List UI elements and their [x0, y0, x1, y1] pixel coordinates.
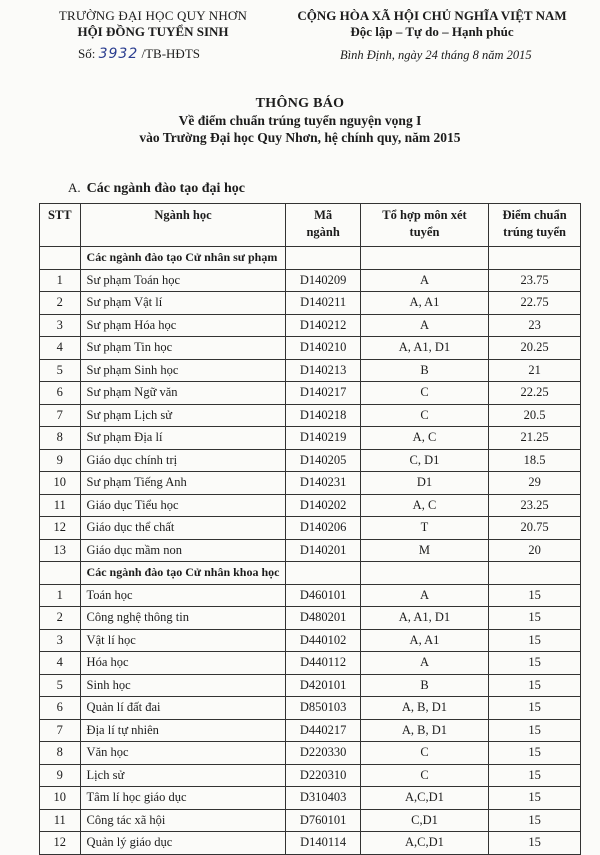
row-stt: 10 [40, 787, 81, 810]
score-table [39, 203, 581, 855]
row-cutoff-score: 22.75 [489, 292, 581, 315]
group-label-science: Các ngành đào tạo Cử nhân khoa học [80, 562, 286, 585]
row-major-code: D850103 [286, 697, 360, 720]
handwritten-number: 3932 [98, 46, 139, 62]
group-row-science [40, 562, 581, 585]
row-stt: 10 [40, 472, 81, 495]
row-major-code: D140209 [286, 269, 360, 292]
row-stt: 4 [40, 652, 81, 675]
row-major-code: D480201 [286, 607, 360, 630]
row-stt: 13 [40, 539, 81, 562]
announcement-title [0, 95, 600, 146]
admissions-council: HỘI ĐỒNG TUYỂN SINH [77, 24, 229, 39]
row-cutoff-score: 23.75 [489, 269, 581, 292]
table-row [40, 539, 581, 562]
title-heading: THÔNG BÁO [255, 96, 345, 111]
row-cutoff-score: 15 [489, 832, 581, 855]
table-row [40, 742, 581, 765]
row-major-name: Sư phạm Địa lí [80, 427, 286, 450]
row-major-code: D220310 [286, 764, 360, 787]
table-row [40, 382, 581, 405]
row-stt: 1 [40, 269, 81, 292]
row-cutoff-score: 15 [489, 764, 581, 787]
table-row [40, 337, 581, 360]
row-major-name: Quản lý giáo dục [80, 832, 286, 855]
row-major-name: Công nghệ thông tin [80, 607, 286, 630]
row-stt: 6 [40, 382, 81, 405]
table-row [40, 449, 581, 472]
row-major-name: Sinh học [80, 674, 286, 697]
row-major-name: Sư phạm Ngữ văn [80, 382, 286, 405]
table-row [40, 629, 581, 652]
table-row [40, 269, 581, 292]
row-cutoff-score: 20.75 [489, 517, 581, 540]
row-stt: 4 [40, 337, 81, 360]
row-stt: 7 [40, 404, 81, 427]
row-subject-combo: A [360, 269, 488, 292]
table-row [40, 697, 581, 720]
row-cutoff-score: 15 [489, 674, 581, 697]
row-subject-combo: A [360, 314, 488, 337]
row-major-name: Sư phạm Tin học [80, 337, 286, 360]
row-major-code: D140202 [286, 494, 360, 517]
row-major-code: D140206 [286, 517, 360, 540]
section-heading [68, 180, 245, 197]
group-row-pedagogy [40, 247, 581, 270]
row-cutoff-score: 20 [489, 539, 581, 562]
table-row [40, 674, 581, 697]
table-row [40, 292, 581, 315]
row-stt: 12 [40, 832, 81, 855]
row-major-code: D140213 [286, 359, 360, 382]
row-subject-combo: A,C,D1 [360, 787, 488, 810]
row-major-code: D140218 [286, 404, 360, 427]
row-major-name: Công tác xã hội [80, 809, 286, 832]
row-subject-combo: A, C [360, 427, 488, 450]
row-subject-combo: A, B, D1 [360, 697, 488, 720]
row-major-name: Giáo dục chính trị [80, 449, 286, 472]
table-row [40, 719, 581, 742]
section-title: Các ngành đào tạo đại học [86, 181, 245, 196]
row-major-code: D440217 [286, 719, 360, 742]
row-major-code: D140231 [286, 472, 360, 495]
table-row [40, 809, 581, 832]
row-subject-combo: C,D1 [360, 809, 488, 832]
date-line: Bình Định, ngày 24 tháng 8 năm 2015 [340, 48, 532, 62]
row-subject-combo: A [360, 652, 488, 675]
row-subject-combo: A, A1 [360, 629, 488, 652]
national-motto-block [262, 8, 600, 40]
row-subject-combo: B [360, 359, 488, 382]
row-cutoff-score: 22.25 [489, 382, 581, 405]
row-cutoff-score: 18.5 [489, 449, 581, 472]
row-cutoff-score: 23 [489, 314, 581, 337]
row-stt: 1 [40, 584, 81, 607]
so-suffix: /TB-HĐTS [141, 46, 200, 61]
row-subject-combo: C [360, 742, 488, 765]
row-cutoff-score: 15 [489, 652, 581, 675]
row-major-name: Lịch sử [80, 764, 286, 787]
row-major-name: Sư phạm Sinh học [80, 359, 286, 382]
row-cutoff-score: 15 [489, 607, 581, 630]
row-major-code: D140114 [286, 832, 360, 855]
row-major-name: Quản lí đất đai [80, 697, 286, 720]
issuer-block [38, 8, 268, 40]
row-major-code: D760101 [286, 809, 360, 832]
row-subject-combo: A, C [360, 494, 488, 517]
group-label-pedagogy: Các ngành đào tạo Cử nhân sư phạm [80, 247, 286, 270]
header-combo: Tổ hợp môn xét tuyển [360, 204, 488, 247]
table-row [40, 764, 581, 787]
row-stt: 5 [40, 674, 81, 697]
row-major-code: D420101 [286, 674, 360, 697]
row-stt: 3 [40, 314, 81, 337]
row-subject-combo: A [360, 584, 488, 607]
row-major-name: Vật lí học [80, 629, 286, 652]
row-cutoff-score: 21.25 [489, 427, 581, 450]
table-row [40, 607, 581, 630]
row-stt: 2 [40, 292, 81, 315]
row-major-name: Giáo dục thể chất [80, 517, 286, 540]
row-major-code: D140219 [286, 427, 360, 450]
row-stt: 11 [40, 809, 81, 832]
table-row [40, 832, 581, 855]
row-major-name: Hóa học [80, 652, 286, 675]
row-subject-combo: C [360, 404, 488, 427]
header-score: Điểm chuẩn trúng tuyển [489, 204, 581, 247]
row-subject-combo: C, D1 [360, 449, 488, 472]
row-stt: 8 [40, 742, 81, 765]
row-stt: 12 [40, 517, 81, 540]
row-cutoff-score: 15 [489, 787, 581, 810]
row-major-code: D140217 [286, 382, 360, 405]
row-major-name: Giáo dục mầm non [80, 539, 286, 562]
header-code: Mã ngành [286, 204, 360, 247]
row-subject-combo: A, A1 [360, 292, 488, 315]
row-major-name: Địa lí tự nhiên [80, 719, 286, 742]
row-stt: 3 [40, 629, 81, 652]
section-letter: A. [68, 180, 81, 195]
header-name: Ngành học [80, 204, 286, 247]
row-subject-combo: A, A1, D1 [360, 607, 488, 630]
row-cutoff-score: 15 [489, 697, 581, 720]
row-major-name: Giáo dục Tiểu học [80, 494, 286, 517]
row-subject-combo: T [360, 517, 488, 540]
row-subject-combo: C [360, 382, 488, 405]
document-number [78, 46, 200, 62]
row-cutoff-score: 20.5 [489, 404, 581, 427]
row-cutoff-score: 15 [489, 629, 581, 652]
row-major-code: D140205 [286, 449, 360, 472]
motto: Độc lập – Tự do – Hạnh phúc [350, 24, 514, 39]
row-major-code: D140211 [286, 292, 360, 315]
row-stt: 5 [40, 359, 81, 382]
row-major-name: Sư phạm Hóa học [80, 314, 286, 337]
row-cutoff-score: 15 [489, 742, 581, 765]
row-major-name: Sư phạm Toán học [80, 269, 286, 292]
row-subject-combo: A, A1, D1 [360, 337, 488, 360]
row-major-code: D140201 [286, 539, 360, 562]
table-row [40, 494, 581, 517]
row-cutoff-score: 29 [489, 472, 581, 495]
row-major-code: D460101 [286, 584, 360, 607]
row-major-code: D220330 [286, 742, 360, 765]
row-major-name: Tâm lí học giáo dục [80, 787, 286, 810]
so-label: Số: [78, 46, 96, 61]
table-row [40, 314, 581, 337]
row-major-name: Sư phạm Lịch sử [80, 404, 286, 427]
country-name: CỘNG HÒA XÃ HỘI CHỦ NGHĨA VIỆT NAM [297, 8, 567, 23]
row-stt: 7 [40, 719, 81, 742]
row-major-code: D440102 [286, 629, 360, 652]
table-row [40, 517, 581, 540]
table-row [40, 584, 581, 607]
row-stt: 9 [40, 764, 81, 787]
table-header-row [40, 204, 581, 247]
row-major-name: Văn học [80, 742, 286, 765]
row-subject-combo: M [360, 539, 488, 562]
title-subline-2: vào Trường Đại học Quy Nhơn, hệ chính quy, năm 2015 [139, 130, 461, 145]
table-row [40, 359, 581, 382]
row-major-code: D310403 [286, 787, 360, 810]
row-cutoff-score: 15 [489, 809, 581, 832]
row-major-name: Toán học [80, 584, 286, 607]
row-cutoff-score: 21 [489, 359, 581, 382]
row-stt: 6 [40, 697, 81, 720]
row-cutoff-score: 20.25 [489, 337, 581, 360]
row-subject-combo: C [360, 764, 488, 787]
row-major-name: Sư phạm Vật lí [80, 292, 286, 315]
university-name: TRƯỜNG ĐẠI HỌC QUY NHƠN [58, 8, 248, 23]
row-subject-combo: A, B, D1 [360, 719, 488, 742]
row-cutoff-score: 15 [489, 584, 581, 607]
row-subject-combo: D1 [360, 472, 488, 495]
row-cutoff-score: 15 [489, 719, 581, 742]
table-row [40, 472, 581, 495]
row-stt: 11 [40, 494, 81, 517]
row-major-code: D440112 [286, 652, 360, 675]
row-subject-combo: A,C,D1 [360, 832, 488, 855]
row-stt: 2 [40, 607, 81, 630]
header-stt: STT [40, 204, 81, 247]
row-cutoff-score: 23.25 [489, 494, 581, 517]
row-stt: 9 [40, 449, 81, 472]
table-row [40, 427, 581, 450]
table-row [40, 404, 581, 427]
title-subline-1: Về điểm chuẩn trúng tuyển nguyện vọng I [178, 113, 422, 128]
table-row [40, 652, 581, 675]
row-major-code: D140212 [286, 314, 360, 337]
row-major-code: D140210 [286, 337, 360, 360]
row-subject-combo: B [360, 674, 488, 697]
row-major-name: Sư phạm Tiếng Anh [80, 472, 286, 495]
row-stt: 8 [40, 427, 81, 450]
